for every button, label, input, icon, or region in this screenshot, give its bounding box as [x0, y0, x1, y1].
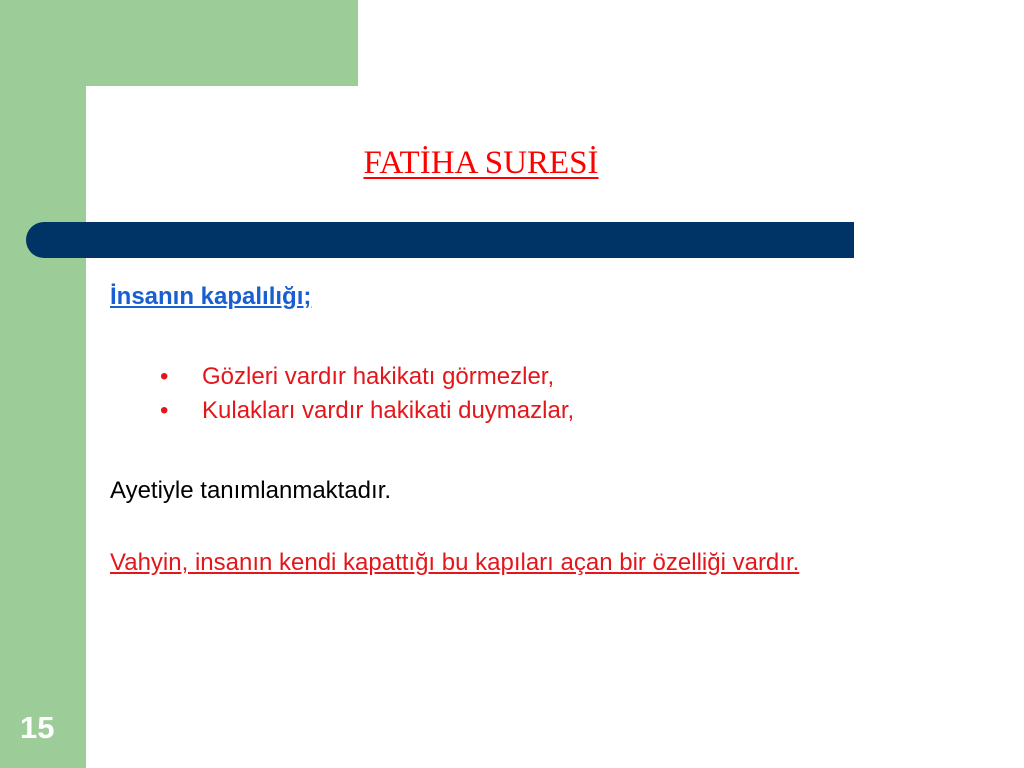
bullet-list: [110, 360, 950, 428]
green-side-band: [0, 0, 86, 768]
conclusion-text: Vahyin, insanın kendi kapattığı bu kapıları açan bir özelliği vardır.: [110, 549, 800, 576]
section-heading: İnsanın kapalılığı;: [110, 283, 312, 310]
page-number: 15: [20, 710, 55, 745]
bullet-marker: •: [160, 397, 169, 424]
slide-title: FATİHA SURESİ: [363, 145, 599, 181]
title-divider-bar: [26, 222, 854, 258]
bullet-text: Gözleri vardır hakikatı görmezler,: [202, 363, 555, 390]
slide-body: [110, 282, 950, 580]
bullet-item: [110, 394, 950, 428]
bullet-marker: •: [160, 363, 169, 390]
bullet-text: Kulakları vardır hakikati duymazlar,: [202, 397, 575, 424]
statement-text: Ayetiyle tanımlanmaktadır.: [110, 477, 392, 504]
green-top-band: [0, 0, 358, 86]
bullet-item: [110, 360, 950, 394]
